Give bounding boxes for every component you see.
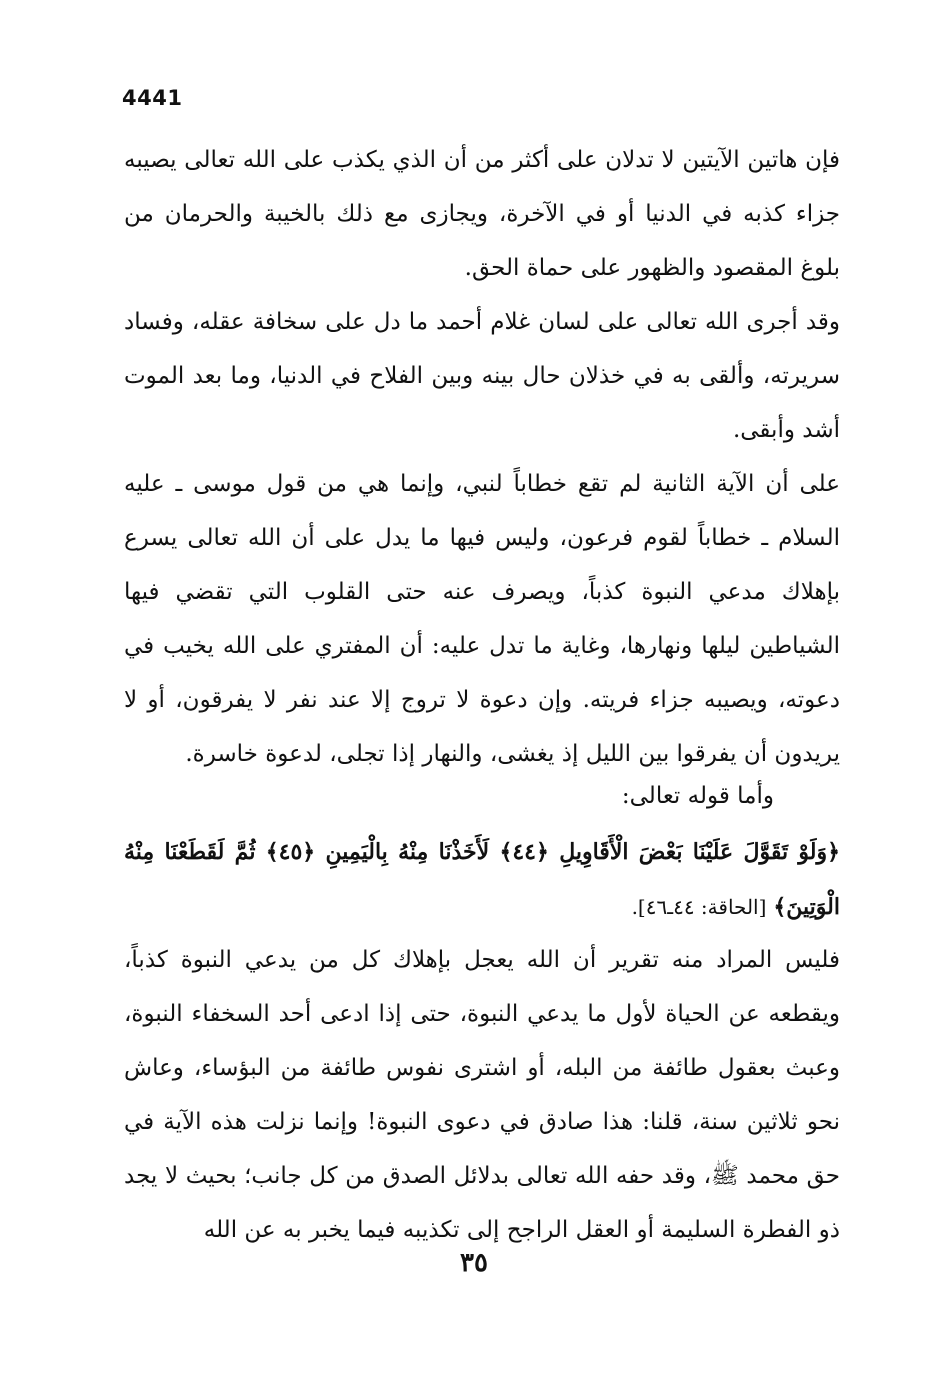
paragraph-1: فإن هاتين الآيتين لا تدلان على أكثر من أن الذي يكذب على الله تعالى يصيبه جزاء كذبه في الدنيا أو في الآخرة، ويجازى مع ذلك بالخيبة والحرمان من بلوغ المقصود والظهور على حماة الحق. <box>124 147 840 281</box>
paragraph-2: وقد أجرى الله تعالى على لسان غلام أحمد ما دل على سخافة عقله، وفساد سريرته، وألقى به في خذلان حال بينه وبين الفلاح في الدنيا، وما بعد الموت أشد وأبقى. <box>124 309 840 443</box>
paragraph-3: على أن الآية الثانية لم تقع خطاباً لنبي، وإنما هي من قول موسى ـ عليه السلام ـ خطاباً لقوم فرعون، وليس فيها ما يدل على أن الله تعالى يسرع بإهلاك مدعي النبوة كذباً، ويصرف عنه حتى القلوب التي تقضي فيها الشياطين ليلها ونهارها، وغاية ما تدل عليه: أن المفتري على الله يخيب في دعوته، ويصيبه جزاء فريته. وإن دعوة لا تروج إلا عند نفر لا يفرقون، أو لا يريدون أن يفرقوا بين الليل إذ يغشى، والنهار إذا تجلى، لدعوة خاسرة. <box>124 471 840 767</box>
verse-text: ﴿وَلَوْ تَقَوَّلَ عَلَيْنَا بَعْضَ الْأَقَاوِيلِ ﴿٤٤﴾ لَأَخَذْنَا مِنْهُ بِالْيَمِينِ ﴿٤٥﴾ ثُمَّ لَقَطَعْنَا مِنْهُ الْوَتِينَ﴾ <box>124 839 840 920</box>
quranic-verse <box>124 825 840 935</box>
verse-reference: [الحاقة: ٤٤ـ٤٦]. <box>631 895 767 919</box>
page-id: 4441 <box>122 86 183 110</box>
quote-intro: وأما قوله تعالى: <box>621 783 774 809</box>
page-number: ٣٥ <box>460 1248 488 1278</box>
closing-paragraph: فليس المراد منه تقرير أن الله يعجل بإهلاك كل من يدعي النبوة كذباً، ويقطعه عن الحياة لأول ما يدعي النبوة، حتى إذا ادعى أحد السخفاء النبوة، وعبث بعقول طائفة من البله، أو اشترى نفوس طائفة من البؤساء، وعاش نحو ثلاثين سنة، قلنا: هذا صادق في دعوى النبوة! وإنما نزلت هذه الآية في حق محمد ﷺ، وقد حفه الله تعالى بدلائل الصدق من كل جانب؛ بحيث لا يجد ذو الفطرة السليمة أو العقل الراجح إلى تكذيبه فيما يخبر به عن الله <box>124 947 840 1243</box>
